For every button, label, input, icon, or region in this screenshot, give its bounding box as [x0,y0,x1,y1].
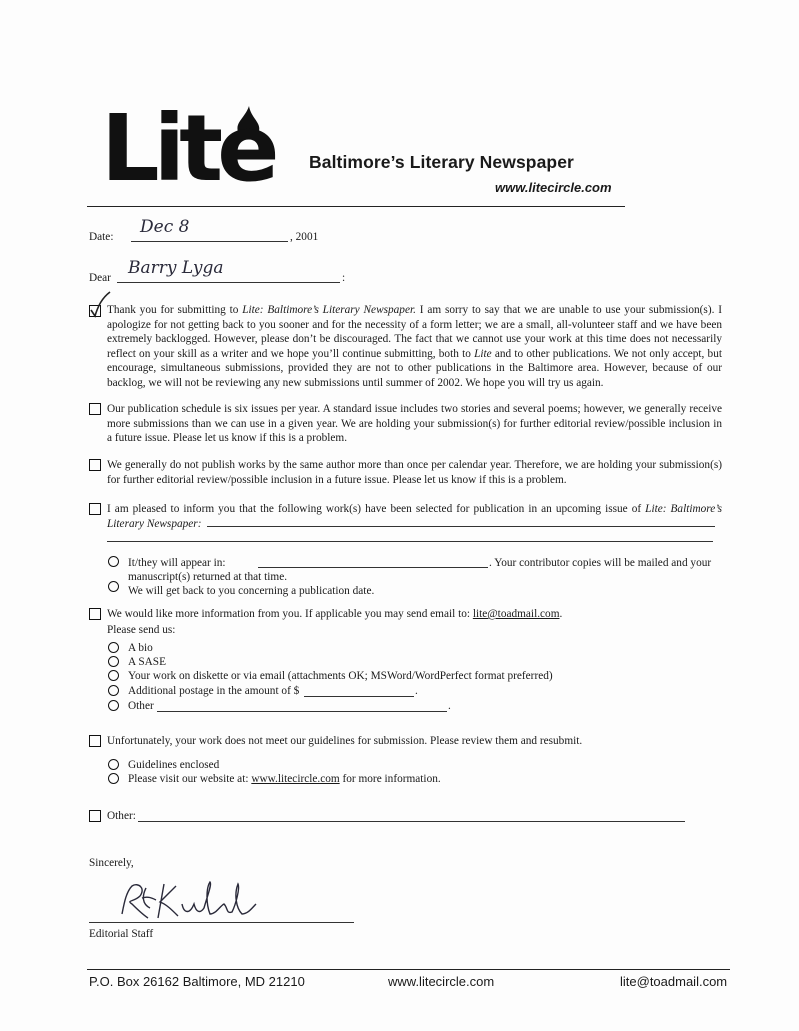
date-blank-line[interactable] [131,241,288,242]
website-link[interactable]: www.litecircle.com [251,773,340,785]
editorial-staff-label: Editorial Staff [89,928,154,940]
get-back-label: We will get back to you concerning a publication date. [128,585,375,597]
other-info-radio[interactable] [108,700,119,711]
selected-works-line-1[interactable] [207,526,715,527]
sase-label: A SASE [128,656,166,668]
schedule-checkbox[interactable] [89,403,101,415]
visit-website-label: Please visit our website at: www.litecircle.com for more information. [128,773,441,785]
selected-checkbox[interactable] [89,503,101,515]
bio-radio[interactable] [108,642,119,653]
footer-email[interactable]: lite@toadmail.com [620,974,728,989]
visit-website-radio[interactable] [108,773,119,784]
date-year: , 2001 [290,231,319,243]
guidelines-checkbox[interactable] [89,735,101,747]
recipient-blank-line[interactable] [117,282,340,283]
header-url[interactable]: www.litecircle.com [495,180,612,195]
appear-in-label: It/they will appear in: [128,557,226,569]
same-author-checkbox[interactable] [89,459,101,471]
selected-works-line-2[interactable] [107,541,713,542]
footer-divider [87,969,730,970]
schedule-text: Our publication schedule is six issues per year. A standard issue includes two stories and several poems; however, we generally receive more submissions than we can use in a given year. We are holding your submission(s) for further editorial review/possible inclusion in a future issue. Please let us know if this is a problem. [107,403,722,444]
guidelines-enclosed-radio[interactable] [108,759,119,770]
more-info-text: We would like more information from you. If applicable you may send email to: lite@toadmail.com. [107,608,563,620]
selected-text: I am pleased to inform you that the following work(s) have been selected for publication in an upcoming issue of Lite: Baltimore’s Literary Newspaper: [107,503,722,530]
logo-text: Lite [101,96,274,182]
postage-amount-line[interactable] [304,696,414,697]
postage-label: Additional postage in the amount of $ [128,685,300,697]
footer-address: P.O. Box 26162 Baltimore, MD 21210 [89,974,305,989]
contributor-copies-text: . Your contributor copies will be mailed and your [489,557,712,569]
sase-radio[interactable] [108,656,119,667]
bio-label: A bio [128,642,153,654]
date-label: Date: [89,231,114,243]
more-info-checkbox[interactable] [89,608,101,620]
other-label: Other: [107,810,136,822]
get-back-radio[interactable] [108,581,119,592]
same-author-text: We generally do not publish works by the same author more than once per calendar year. Therefore, we are holding your submission(s) for further editorial review/possible inclusion in a future issue. Please let us know if this is a problem. [107,459,722,486]
postage-radio[interactable] [108,685,119,696]
other-checkbox[interactable] [89,810,101,822]
please-send-label: Please send us: [107,624,176,636]
contact-email-link[interactable]: lite@toadmail.com [472,608,560,620]
other-info-line[interactable] [157,711,447,712]
dear-label: Dear [89,272,111,284]
diskette-label: Your work on diskette or via email (attachments OK; MSWord/WordPerfect format preferred) [128,670,553,682]
appear-in-radio[interactable] [108,556,119,567]
signature-line [89,922,354,923]
header-divider [87,206,625,207]
recipient-handwritten: Barry Lyga [128,258,224,278]
signature [112,874,262,924]
footer-url[interactable]: www.litecircle.com [388,974,495,989]
other-info-period: . [448,700,451,712]
dear-colon: : [342,272,346,284]
diskette-radio[interactable] [108,670,119,681]
other-blank-line[interactable] [138,821,685,822]
lite-logo [101,96,281,182]
manuscript-returned-text: manuscript(s) returned at that time. [128,571,288,583]
appear-in-blank-line[interactable] [258,567,488,568]
sincerely-text: Sincerely, [89,857,134,869]
date-handwritten: Dec 8 [140,217,190,237]
postage-period: . [415,685,418,697]
guidelines-enclosed-label: Guidelines enclosed [128,759,220,771]
thank-you-text: Thank you for submitting to Lite: Baltimore’s Literary Newspaper. I am sorry to say that we are unable to use your submission(s). I apologize for not getting back to you sooner and for the necessity of a form letter; we are a small, all-volunteer staff and we have been extremely backlogged. However, please don’t be discouraged. The fact that we cannot use your work at this time does not necessarily reflect on your skill as a writer and we hope you’ll continue submitting, both to Lite and to other publications. We not only accept, but encourage, simultaneous submissions, provided they are not to other publications in the Baltimore area. However, because of our backlog, we will not be reviewing any new submissions until summer of 2002. We hope you will try us again. [107,304,723,389]
newspaper-title: Baltimore’s Literary Newspaper [309,152,574,172]
other-info-label: Other [128,700,154,712]
guidelines-text: Unfortunately, your work does not meet our guidelines for submission. Please review them and resubmit. [107,735,583,747]
